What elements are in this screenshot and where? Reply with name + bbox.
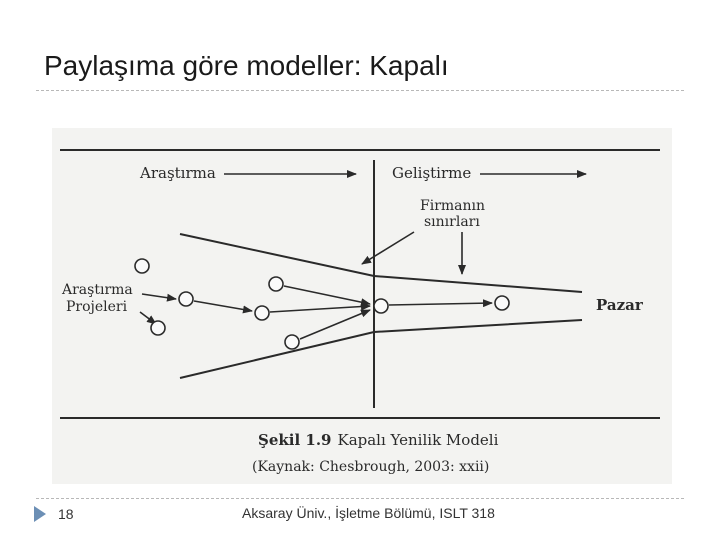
closed-innovation-figure [52,128,672,484]
page-number: 18 [58,506,74,522]
slide-title: Paylaşıma göre modeller: Kapalı [44,50,449,81]
research-projects-label-line1: Araştırma [62,282,133,298]
research-label: Araştırma [140,164,216,182]
project-flow-arrow [270,306,370,312]
figure-caption [258,431,499,449]
project-circle [285,335,299,349]
figure-source: (Kaynak: Chesbrough, 2003: xxii) [252,459,490,475]
firm-boundary-pointer-left [362,232,414,264]
figure-caption-title: Kapalı Yenilik Modeli [337,431,499,449]
firm-boundaries-label-line2: sınırları [424,214,480,230]
project-circle [269,277,283,291]
projects-pointer-upper [142,294,176,299]
research-projects-label-line2: Projeleri [66,299,128,315]
title-divider [36,90,684,91]
funnel-diagram [52,128,672,484]
funnel-upper-boundary [180,234,582,292]
project-flow-arrow [389,303,492,305]
project-flow-arrow [284,286,370,304]
bullet-arrow-icon [34,506,46,522]
development-label: Geliştirme [392,164,472,182]
project-circle [135,259,149,273]
project-circle [374,299,388,313]
project-circle [495,296,509,310]
project-circle [255,306,269,320]
project-flow-arrow [194,301,252,311]
project-circle [179,292,193,306]
figure-caption-number: Şekil 1.9 [258,431,332,449]
project-circle [151,321,165,335]
firm-boundaries-label-line1: Firmanın [420,198,486,214]
market-label: Pazar [596,296,643,314]
funnel-lower-boundary [180,320,582,378]
footer-course-text: Aksaray Üniv., İşletme Bölümü, ISLT 318 [242,505,495,521]
footer-divider [36,498,684,499]
